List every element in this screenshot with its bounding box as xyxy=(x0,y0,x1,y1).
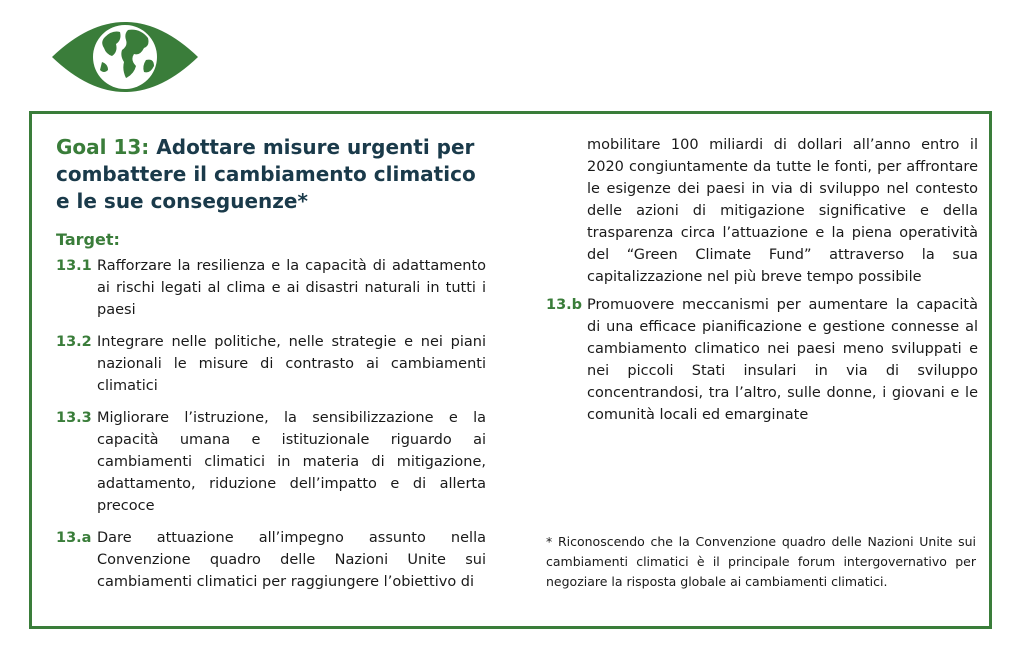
target-text: Integrare nelle politiche, nelle strategie e nei piani nazionali le misure di contrasto ai cambiamenti climatici xyxy=(97,334,486,394)
left-column xyxy=(56,134,486,593)
target-number: 13.2 xyxy=(56,334,92,350)
target-item xyxy=(546,294,978,426)
target-item xyxy=(56,407,486,517)
target-number: 13.1 xyxy=(56,258,92,274)
target-item xyxy=(56,527,486,593)
globe-eye-icon xyxy=(50,12,200,102)
target-number: 13.3 xyxy=(56,410,92,426)
target-text: Promuovere meccanismi per aumentare la capacità di una efficace pianificazione e gestione connesse al cambiamento climatico nei paesi meno sviluppati e nei piccoli Stati insulari in via di sviluppo concentrandosi, tra l’altro, sulle donne, i giovani e le comunità locali ed emarginate xyxy=(587,297,978,423)
target-item xyxy=(56,331,486,397)
page-title xyxy=(56,134,486,215)
target-item xyxy=(56,255,486,321)
goal-title: Adottare misure urgenti per combattere il cambiamento climatico e le sue conseguenze* xyxy=(56,135,476,213)
target-heading: Target: xyxy=(56,230,120,249)
goal-label: Goal 13: xyxy=(56,135,150,159)
target-text: Dare attuazione all’impegno assunto nella Convenzione quadro delle Nazioni Unite sui cambiamenti climatici per raggiungere l’obiettivo di xyxy=(97,530,486,590)
goal-box xyxy=(29,111,992,629)
right-column xyxy=(546,134,978,426)
target-number: 13.a xyxy=(56,530,92,546)
target-number: 13.b xyxy=(546,297,583,313)
target-text: Migliorare l’istruzione, la sensibilizzazione e la capacità umana e istituzionale riguardo ai cambiamenti climatici in materia di mitigazione, adattamento, riduzione dell’impatto e di allerta precoce xyxy=(97,410,486,514)
target-text: Rafforzare la resilienza e la capacità di adattamento ai rischi legati al clima e ai disastri naturali in tutti i paesi xyxy=(97,258,486,318)
footnote: * Riconoscendo che la Convenzione quadro delle Nazioni Unite sui cambiamenti climatici è il principale forum intergovernativo per negoziare la risposta globale ai cambiamenti climatici. xyxy=(546,534,976,589)
target-text-continued: mobilitare 100 miliardi di dollari all’anno entro il 2020 congiuntamente da tutte le fonti, per affrontare le esigenze dei paesi in via di sviluppo nel contesto delle azioni di mitigazione significative e della trasparenza circa l’attuazione e la piena operatività del “Green Climate Fund” attraverso la sua capitalizzazione nel più breve tempo possibile xyxy=(587,137,978,285)
